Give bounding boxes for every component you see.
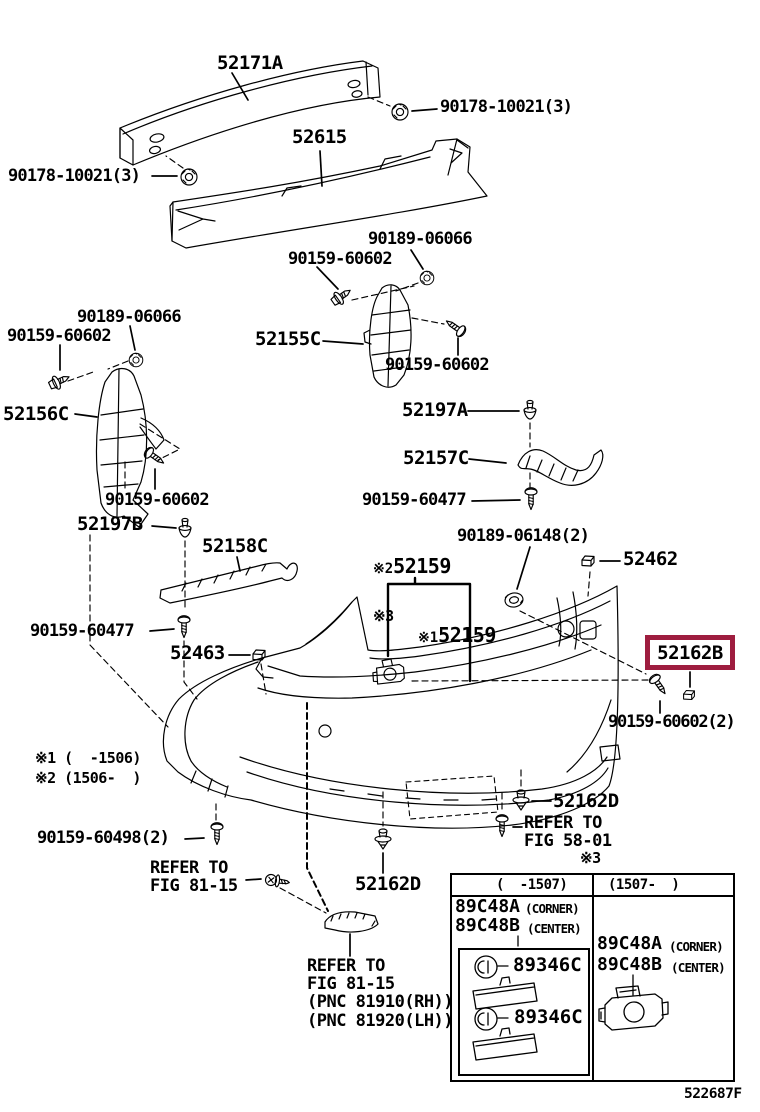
rivet-icon: [375, 829, 391, 849]
part-label-52197A[interactable]: 52197A: [402, 399, 468, 421]
part-label-52463[interactable]: 52463: [170, 642, 225, 664]
table-left-part-89C48B[interactable]: 89C48B: [455, 915, 521, 936]
part-label-52159-note1[interactable]: ※152159: [418, 623, 496, 647]
part-label-90159-60602-c[interactable]: 90159-60602: [385, 355, 489, 375]
part-label-52158C[interactable]: 52158C: [202, 535, 268, 557]
nut-icon: [129, 353, 143, 367]
part-label-52157C[interactable]: 52157C: [403, 447, 469, 469]
part-label-90159-60498[interactable]: 90159-60498(2): [37, 828, 170, 848]
bolt-icon: [329, 285, 354, 309]
rivet-icon: [513, 790, 529, 810]
part-label-90178-10021-rh[interactable]: 90178-10021(3): [440, 97, 573, 117]
screw-icon: [525, 488, 537, 510]
note-marker-3: ※3: [373, 607, 394, 625]
table-right-part-89C48A[interactable]: 89C48A: [597, 933, 663, 954]
ref-fig-81-15-left: REFER TO FIG 81-15: [150, 858, 238, 897]
part-label-90159-60602-b[interactable]: 90159-60602: [7, 326, 111, 346]
table-header-after-1507: (1507- ): [608, 877, 680, 893]
nut-icon: [420, 271, 434, 285]
part-label-52615[interactable]: 52615: [292, 126, 347, 148]
nut-icon: [181, 169, 197, 185]
ref-fig-81-15-pnc: REFER TO FIG 81-15 (PNC 81910(RH)) (PNC 81920(LH)): [307, 956, 454, 1031]
part-label-90159-60477-lh[interactable]: 90159-60477: [30, 621, 134, 641]
ref-fig-58-01: REFER TO FIG 58-01: [524, 813, 612, 852]
part-label-52159-note2[interactable]: ※252159: [373, 554, 451, 578]
variant-table: [450, 873, 735, 1082]
clip-icon: [684, 691, 695, 700]
screw-icon: [648, 672, 670, 697]
part-label-52162D-rh[interactable]: 52162D: [553, 790, 619, 812]
part-label-52162B-highlighted[interactable]: 52162B: [645, 635, 735, 670]
screw-icon: [211, 823, 223, 845]
bolt-icon: [265, 873, 290, 888]
table-left-pos-center: (CENTER): [527, 921, 581, 936]
part-label-90159-60602-d[interactable]: 90159-60602: [105, 490, 209, 510]
table-note-marker: ※3: [580, 849, 601, 867]
part-label-52156C[interactable]: 52156C: [3, 403, 69, 425]
note-2: ※2 (1506- ): [35, 769, 141, 787]
bumper-side-seal-drawing: [518, 450, 603, 486]
screw-icon: [178, 616, 190, 638]
table-column-divider: [592, 875, 594, 1080]
part-label-90159-60602-a[interactable]: 90159-60602: [288, 249, 392, 269]
part-label-90178-10021-lh[interactable]: 90178-10021(3): [8, 166, 141, 186]
bumper-arm-drawing: [160, 563, 297, 603]
table-sensor-label-89346C-1[interactable]: 89346C: [513, 954, 582, 976]
table-header-before-1507: ( -1507): [496, 877, 568, 893]
table-left-pos-corner: (CORNER): [525, 901, 579, 916]
part-label-90189-06148[interactable]: 90189-06148(2): [457, 526, 590, 546]
part-label-90159-60602-e[interactable]: 90159-60602(2): [608, 712, 735, 732]
part-label-90189-06066-lh[interactable]: 90189-06066: [77, 307, 181, 327]
table-right-part-89C48B[interactable]: 89C48B: [597, 954, 663, 975]
part-label-52197B[interactable]: 52197B: [77, 513, 143, 535]
screw-icon: [443, 316, 468, 338]
part-label-52155C[interactable]: 52155C: [255, 328, 321, 350]
part-label-90189-06066-rh[interactable]: 90189-06066: [368, 229, 472, 249]
clip-icon: [524, 400, 536, 419]
figure-code: 522687F: [684, 1086, 742, 1102]
clip-icon: [582, 556, 594, 566]
bumper-reinforcement-drawing: [120, 61, 380, 165]
ultrasonic-sensor-icon: [372, 658, 405, 684]
table-left-part-89C48A[interactable]: 89C48A: [455, 896, 521, 917]
note-1: ※1 ( -1506): [35, 749, 141, 767]
table-right-pos-center: (CENTER): [671, 960, 725, 975]
table-right-pos-corner: (CORNER): [669, 939, 723, 954]
lower-reflector-drawing: [325, 912, 378, 932]
clip-icon: [179, 518, 191, 537]
nut-icon: [392, 104, 408, 120]
part-label-52462[interactable]: 52462: [623, 548, 678, 570]
part-label-90159-60477-rh[interactable]: 90159-60477: [362, 490, 466, 510]
part-label-52162D-lh[interactable]: 52162D: [355, 873, 421, 895]
part-label-52171A[interactable]: 52171A: [217, 52, 283, 74]
grommet-icon: [504, 592, 524, 609]
table-sensor-label-89346C-2[interactable]: 89346C: [514, 1006, 583, 1028]
